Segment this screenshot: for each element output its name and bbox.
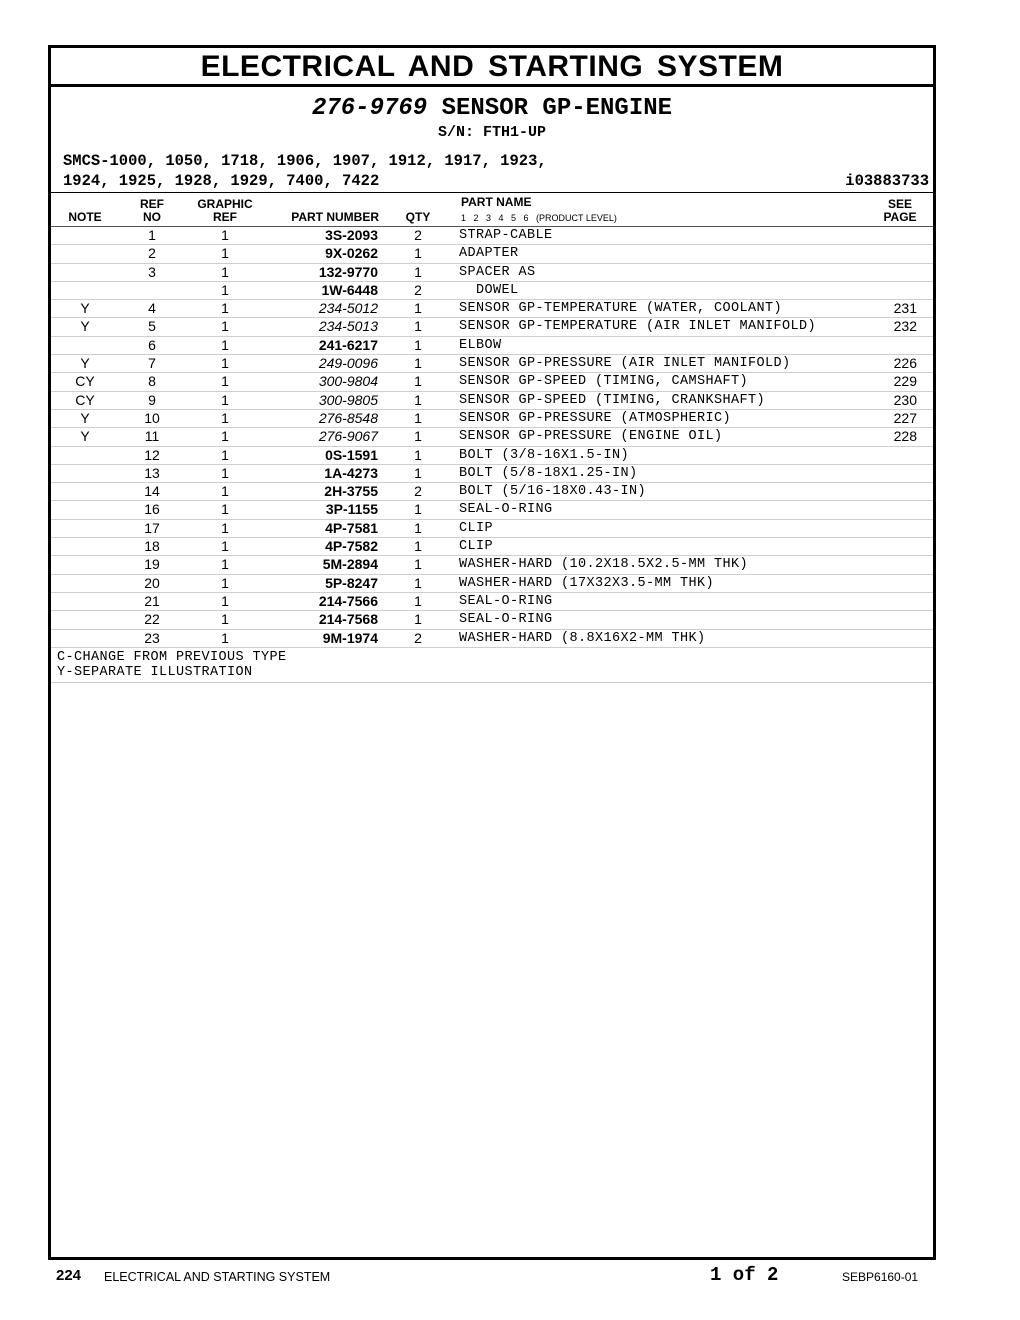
footer-sheet: 1 of 2 — [710, 1264, 779, 1286]
note-cell: Y — [80, 355, 90, 372]
part-number-cell: 234-5013 — [318, 318, 378, 335]
col-ref-header-bottom: NO — [143, 210, 161, 224]
table-row — [51, 611, 933, 629]
table-row — [51, 630, 933, 648]
part-number-cell: 234-5012 — [318, 300, 378, 317]
table-row — [51, 300, 933, 318]
footer-page-number: 224 — [56, 1267, 82, 1284]
note-cell: Y — [80, 318, 90, 335]
part-name-cell: SENSOR GP-PRESSURE (AIR INLET MANIFOLD) — [459, 356, 791, 372]
part-name-cell: WASHER-HARD (10.2X18.5X2.5-MM THK) — [459, 557, 749, 573]
qty-cell: 1 — [414, 336, 422, 353]
part-name-cell: SENSOR GP-TEMPERATURE (WATER, COOLANT) — [459, 301, 783, 317]
graphic-ref-cell: 1 — [221, 538, 229, 555]
note-cell: CY — [75, 391, 95, 408]
graphic-ref-cell: 1 — [221, 629, 229, 646]
note-cell: Y — [80, 409, 90, 426]
table-row — [51, 282, 933, 300]
part-name-cell: SENSOR GP-SPEED (TIMING, CAMSHAFT) — [459, 374, 749, 390]
table-row — [51, 501, 933, 519]
part-number-cell: 0S-1591 — [325, 446, 378, 463]
see-page-cell: 227 — [893, 409, 917, 426]
ref-no-cell: 21 — [144, 592, 160, 609]
qty-cell: 1 — [414, 373, 422, 390]
graphic-ref-cell: 1 — [221, 263, 229, 280]
table-row — [51, 447, 933, 465]
ref-no-cell: 5 — [148, 318, 156, 335]
part-number-cell: 3S-2093 — [325, 227, 378, 243]
graphic-ref-cell: 1 — [221, 556, 229, 573]
part-number-cell: 214-7566 — [318, 592, 378, 609]
see-page-cell: 228 — [893, 428, 917, 445]
graphic-ref-cell: 1 — [221, 227, 229, 243]
ref-no-cell: 13 — [144, 464, 160, 481]
part-number-cell: 132-9770 — [318, 263, 378, 280]
part-name-cell: SENSOR GP-TEMPERATURE (AIR INLET MANIFOLD) — [459, 319, 817, 335]
ref-no-cell: 18 — [144, 538, 160, 555]
part-name-cell: SENSOR GP-SPEED (TIMING, CRANKSHAFT) — [459, 392, 766, 408]
part-name-cell: WASHER-HARD (8.8X16X2-MM THK) — [459, 630, 706, 646]
table-row — [51, 520, 933, 538]
graphic-ref-cell: 1 — [221, 428, 229, 445]
qty-cell: 2 — [414, 483, 422, 500]
illustration-id: i03883733 — [845, 172, 929, 190]
part-number-cell: 300-9805 — [318, 391, 378, 408]
see-page-cell: 230 — [893, 391, 917, 408]
parts-table — [51, 227, 933, 648]
ref-no-cell: 17 — [144, 519, 160, 536]
graphic-ref-cell: 1 — [221, 611, 229, 628]
ref-no-cell: 12 — [144, 446, 160, 463]
see-page-cell: 231 — [893, 300, 917, 317]
table-row — [51, 483, 933, 501]
table-row — [51, 264, 933, 282]
group-name: SENSOR GP-ENGINE — [441, 95, 673, 122]
group-heading — [51, 95, 933, 123]
graphic-ref-cell: 1 — [221, 355, 229, 372]
part-number-cell: 1A-4273 — [324, 464, 378, 481]
graphic-ref-cell: 1 — [221, 318, 229, 335]
col-qty-header: QTY — [405, 210, 431, 224]
qty-cell: 1 — [414, 300, 422, 317]
legend-notes — [57, 650, 927, 680]
table-row — [51, 373, 933, 391]
table-row — [51, 428, 933, 446]
table-row — [51, 227, 933, 245]
qty-cell: 1 — [414, 245, 422, 262]
table-row — [51, 245, 933, 263]
graphic-ref-cell: 1 — [221, 245, 229, 262]
col-see-header-top: SEE — [887, 197, 912, 211]
qty-cell: 1 — [414, 538, 422, 555]
part-name-cell: SEAL-O-RING — [459, 612, 553, 628]
part-name-cell: SENSOR GP-PRESSURE (ATMOSPHERIC) — [459, 410, 732, 426]
table-row — [51, 556, 933, 574]
part-number-cell: 9M-1974 — [322, 629, 378, 646]
ref-no-cell: 22 — [144, 611, 160, 628]
col-ref-header-top: REF — [140, 197, 164, 211]
ref-no-cell: 16 — [144, 501, 160, 518]
qty-cell: 1 — [414, 464, 422, 481]
note-cell: Y — [80, 428, 90, 445]
qty-cell: 1 — [414, 501, 422, 518]
graphic-ref-cell: 1 — [221, 501, 229, 518]
part-name-cell: SEAL-O-RING — [459, 593, 553, 609]
qty-cell: 2 — [414, 227, 422, 243]
part-name-cell: BOLT (5/16-18X0.43-IN) — [459, 484, 647, 500]
col-note-header: NOTE — [68, 210, 102, 224]
col-graphic-header-bottom: REF — [213, 210, 237, 224]
legend-rule — [51, 682, 933, 683]
page-frame — [48, 45, 936, 1260]
see-page-cell: 226 — [893, 355, 917, 372]
part-number-cell: 5M-2894 — [322, 556, 378, 573]
table-row — [51, 337, 933, 355]
note-cell: Y — [80, 300, 90, 317]
part-name-cell: DOWEL — [459, 282, 519, 298]
qty-cell: 1 — [414, 428, 422, 445]
ref-no-cell: 9 — [148, 391, 156, 408]
table-row — [51, 410, 933, 428]
part-name-cell: BOLT (5/8-18X1.25-IN) — [459, 465, 638, 481]
table-row — [51, 538, 933, 556]
serial-range: S/N: FTH1-UP — [437, 124, 547, 141]
graphic-ref-cell: 1 — [221, 409, 229, 426]
legend-note: Y-SEPARATE ILLUSTRATION — [57, 664, 253, 680]
part-number-cell: 4P-7582 — [325, 538, 378, 555]
footer-doc-id: SEBP6160-01 — [842, 1270, 919, 1284]
part-name-cell: BOLT (3/8-16X1.5-IN) — [459, 447, 630, 463]
ref-no-cell: 6 — [148, 336, 156, 353]
qty-cell: 1 — [414, 409, 422, 426]
ref-no-cell: 7 — [148, 355, 156, 372]
part-name-cell: SEAL-O-RING — [459, 502, 553, 518]
col-see-header-bottom: PAGE — [883, 210, 917, 224]
legend-note: C-CHANGE FROM PREVIOUS TYPE — [57, 649, 287, 665]
graphic-ref-cell: 1 — [221, 373, 229, 390]
part-number-cell: 300-9804 — [318, 373, 378, 390]
ref-no-cell: 11 — [144, 428, 160, 445]
footer-section: ELECTRICAL AND STARTING SYSTEM — [104, 1270, 331, 1284]
part-number-cell: 276-9067 — [318, 428, 378, 445]
graphic-ref-cell: 1 — [221, 281, 229, 298]
part-name-cell: STRAP-CABLE — [459, 228, 553, 243]
graphic-ref-cell: 1 — [221, 446, 229, 463]
table-row — [51, 575, 933, 593]
part-name-cell: ADAPTER — [459, 246, 519, 262]
see-page-cell: 232 — [893, 318, 917, 335]
qty-cell: 1 — [414, 391, 422, 408]
graphic-ref-cell: 1 — [221, 336, 229, 353]
part-number-cell: 214-7568 — [318, 611, 378, 628]
note-cell: CY — [75, 373, 95, 390]
ref-no-cell: 10 — [144, 409, 160, 426]
graphic-ref-cell: 1 — [221, 574, 229, 591]
qty-cell: 1 — [414, 592, 422, 609]
table-row — [51, 355, 933, 373]
ref-no-cell: 8 — [148, 373, 156, 390]
graphic-ref-cell: 1 — [221, 464, 229, 481]
table-row — [51, 465, 933, 483]
part-number-cell: 276-8548 — [318, 409, 378, 426]
qty-cell: 1 — [414, 318, 422, 335]
col-graphic-header-top: GRAPHIC — [197, 197, 253, 211]
part-number-cell: 3P-1155 — [325, 501, 378, 518]
part-name-cell: SENSOR GP-PRESSURE (ENGINE OIL) — [459, 429, 723, 445]
qty-cell: 2 — [414, 281, 422, 298]
part-name-cell: WASHER-HARD (17X32X3.5-MM THK) — [459, 575, 715, 591]
see-page-cell: 229 — [893, 373, 917, 390]
part-number-cell: 5P-8247 — [325, 574, 378, 591]
part-number-cell: 2H-3755 — [324, 483, 378, 500]
part-number-cell: 241-6217 — [318, 336, 378, 353]
graphic-ref-cell: 1 — [221, 391, 229, 408]
product-levels: 1 2 3 4 5 6 (PRODUCT LEVEL) — [461, 213, 617, 223]
graphic-ref-cell: 1 — [221, 592, 229, 609]
header-rule — [51, 192, 933, 193]
qty-cell: 1 — [414, 574, 422, 591]
ref-no-cell: 2 — [148, 245, 156, 262]
part-number-cell: 249-0096 — [318, 355, 378, 372]
ref-no-cell: 3 — [148, 263, 156, 280]
qty-cell: 1 — [414, 611, 422, 628]
qty-cell: 1 — [414, 263, 422, 280]
graphic-ref-cell: 1 — [221, 300, 229, 317]
part-number-cell: 9X-0262 — [325, 245, 378, 262]
ref-no-cell: 1 — [148, 227, 156, 243]
qty-cell: 2 — [414, 629, 422, 646]
graphic-ref-cell: 1 — [221, 519, 229, 536]
part-name-cell: CLIP — [459, 539, 494, 555]
qty-cell: 1 — [414, 519, 422, 536]
graphic-ref-cell: 1 — [221, 483, 229, 500]
qty-cell: 1 — [414, 355, 422, 372]
ref-no-cell: 23 — [144, 629, 160, 646]
part-name-cell: CLIP — [459, 520, 494, 536]
part-name-cell: SPACER AS — [459, 264, 536, 280]
ref-no-cell: 4 — [148, 300, 156, 317]
qty-cell: 1 — [414, 556, 422, 573]
table-row — [51, 392, 933, 410]
table-row — [51, 318, 933, 336]
col-part-name-header: PART NAME — [461, 195, 532, 209]
table-row — [51, 593, 933, 611]
qty-cell: 1 — [414, 446, 422, 463]
part-number-cell: 4P-7581 — [325, 519, 378, 536]
ref-no-cell: 19 — [144, 556, 160, 573]
smcs-codes: SMCS-1000, 1050, 1718, 1906, 1907, 1912, 1917, 1923, 1924, 1925, 1928, 1929, 7400, 7422 — [63, 152, 547, 190]
ref-no-cell: 14 — [144, 483, 160, 500]
section-title: ELECTRICAL AND STARTING SYSTEM — [51, 48, 933, 87]
part-number-cell: 1W-6448 — [321, 281, 378, 298]
part-name-cell: ELBOW — [459, 337, 502, 353]
col-part-number-header: PART NUMBER — [291, 210, 379, 224]
group-number: 276-9769 — [311, 95, 428, 122]
ref-no-cell: 20 — [144, 574, 160, 591]
